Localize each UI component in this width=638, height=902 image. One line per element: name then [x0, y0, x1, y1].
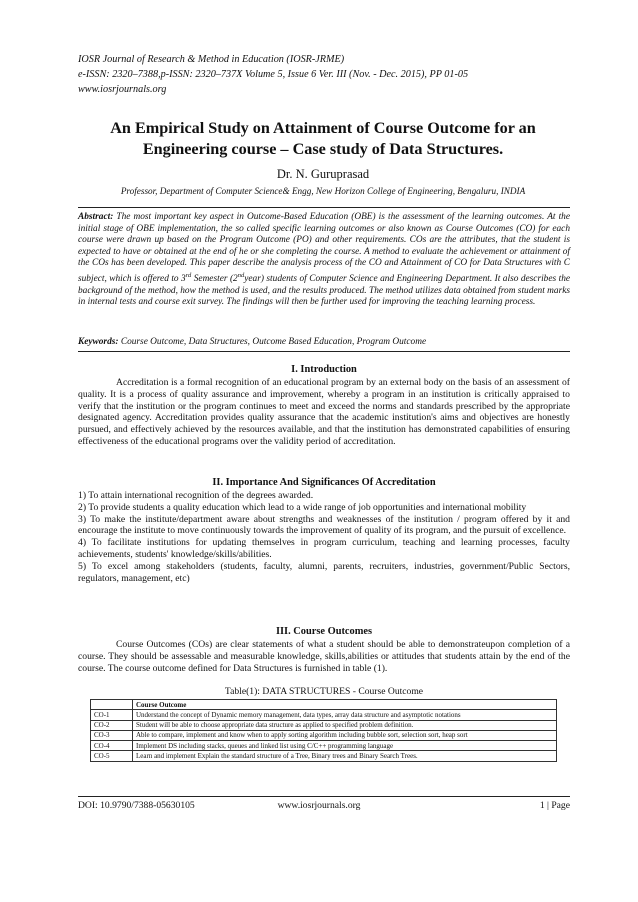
section-heading-course-outcomes: III. Course Outcomes [275, 626, 373, 637]
course-outcomes-body: Course Outcomes (COs) are clear statements of what a student should be able to demonstrateupon completion of a course. They should be assessable and measurable knowledge, skills,abilities or attitudes that students attain by the end of the course. The course outcome defined for Data Structures is furnished in table (1). [78, 639, 570, 674]
abstract-top-rule [78, 207, 570, 208]
abstract-label: Abstract: [78, 212, 114, 222]
abstract-sup-1: rd [185, 271, 192, 279]
journal-name: IOSR Journal of Research & Method in Education (IOSR-JRME) [78, 54, 345, 65]
list-item: 3) To make the institute/department aware about strengths and weaknesses of the institution / program offered by it and encourage the institute to move continuously towards the improvement of quality of its program, and the pursuit of excellence. [78, 513, 570, 537]
list-item: 1) To attain international recognition of the degrees awarded. [78, 490, 314, 501]
table-cell-outcome: Implement DS including stacks, queues and linked list using C/C++ programming language [133, 741, 557, 751]
table-cell-code: CO-3 [91, 730, 133, 740]
table-header-cell: Course Outcome [133, 700, 557, 710]
table-cell-code: CO-5 [91, 751, 133, 761]
abstract-text-3: year) students of Computer Science and Engineering Department. It also describes the background of the method, how the method is used, and the results produced. The method utilizes data obtained from student marks in internal tests and course exit survey. The findings will then be further used for improving the teaching learning process. [78, 274, 571, 308]
table-row [91, 720, 557, 730]
section-heading-importance: II. Importance And Significances Of Accreditation [212, 477, 436, 488]
keywords [78, 337, 570, 349]
table-cell-outcome: Able to compare, implement and know when to apply sorting algorithm including bubble sort, selection sort, heap sort [133, 730, 557, 740]
list-item: 2) To provide students a quality education which lead to a wide range of job opportunities and international mobility [78, 501, 527, 513]
table-row [91, 751, 557, 761]
abstract-text-1: The most important key aspect in Outcome-Based Education (OBE) is the assessment of the learning outcomes. At the initial stage of OBE implementation, the so called specific learning outcomes or also known as Course Outcomes (CO) for each course were drawn up based on the Program Outcome (PO) and other requirements. COs are the attributes, that the student is expected to have or obtained at the end of he or she completing the course. A method to evaluate the achievement or attainment of the COs has been developed. This paper describe the analysis process of the CO and Attainment of CO for Data Structures with C subject, which is offered to 3 [78, 212, 570, 285]
list-item: 4) To facilitate institutions for updating themselves in program curriculum, teaching and learning processes, faculty achievements, students' knowledge/skills/abilities. [78, 537, 570, 560]
journal-website[interactable]: www.iosrjournals.org [78, 84, 167, 95]
table-row [91, 741, 557, 751]
table-cell-outcome: Understand the concept of Dynamic memory management, data types, array data structure and asymptotic notations [133, 710, 557, 720]
abstract [78, 212, 570, 309]
journal-header [78, 52, 568, 97]
footer-website[interactable]: www.iosrjournals.org [277, 800, 361, 811]
introduction-body: Accreditation is a formal recognition of an educational program by an external body on the basis of an assessment of quality. It is a process of quality assurance and improvement, whereby a program in an institution is critically appraised to verify that the institution or the program continues to meet and exceed the norms and standards prescribed by the appropriate designated agency. Accreditation provides quality assurance that the academic institution's aims and objectives are honestly pursued, and effectively achieved by the resources available, and that the institution has demonstrated capabilities of ensuring effectiveness of the educational programs over the validity period of accreditation. [78, 377, 570, 447]
keywords-text: Course Outcome, Data Structures, Outcome Based Education, Program Outcome [120, 337, 427, 347]
keywords-label: Keywords: [78, 337, 119, 347]
table-row [91, 730, 557, 740]
abstract-text-2: Semester (2 [191, 274, 238, 285]
table-cell-outcome: Student will be able to choose appropriate data structure as applied to specified problem definition. [133, 720, 557, 730]
abstract-bottom-rule [78, 351, 570, 352]
footer-doi: DOI: 10.9790/7388-05630105 [78, 800, 195, 811]
table-caption: Table(1): DATA STRUCTURES - Course Outcome [224, 686, 424, 697]
paper-title: An Empirical Study on Attainment of Course Outcome for an Engineering course – Case study of Data Structures. [110, 119, 536, 158]
list-item: 5) To excel among stakeholders (students, faculty, alumni, parents, recruiters, industries, government/Public Sectors, regulators, management, etc) [78, 560, 570, 584]
author-name: Dr. N. Guruprasad [276, 167, 370, 181]
table-header-row [91, 700, 557, 710]
section-heading-introduction: I. Introduction [291, 364, 357, 375]
table-header-cell [91, 700, 133, 710]
table-cell-code: CO-4 [91, 741, 133, 751]
journal-issn: e-ISSN: 2320–7388,p-ISSN: 2320–737X Volume 5, Issue 6 Ver. III (Nov. - Dec. 2015), PP 01-05 [78, 69, 469, 80]
abstract-sup-2: nd [237, 271, 245, 279]
footer-rule [78, 796, 570, 797]
importance-list [78, 490, 570, 584]
table-row [91, 710, 557, 720]
footer-page-number: 1 | Page [539, 800, 570, 811]
table-cell-code: CO-1 [91, 710, 133, 720]
author-affiliation: Professor, Department of Computer Science& Engg, New Horizon College of Engineering, Bengaluru, INDIA [120, 186, 526, 196]
table-cell-outcome: Learn and implement Explain the standard structure of a Tree, Binary trees and Binary Search Trees. [133, 751, 557, 761]
table-cell-code: CO-2 [91, 720, 133, 730]
course-outcome-table [90, 699, 557, 762]
